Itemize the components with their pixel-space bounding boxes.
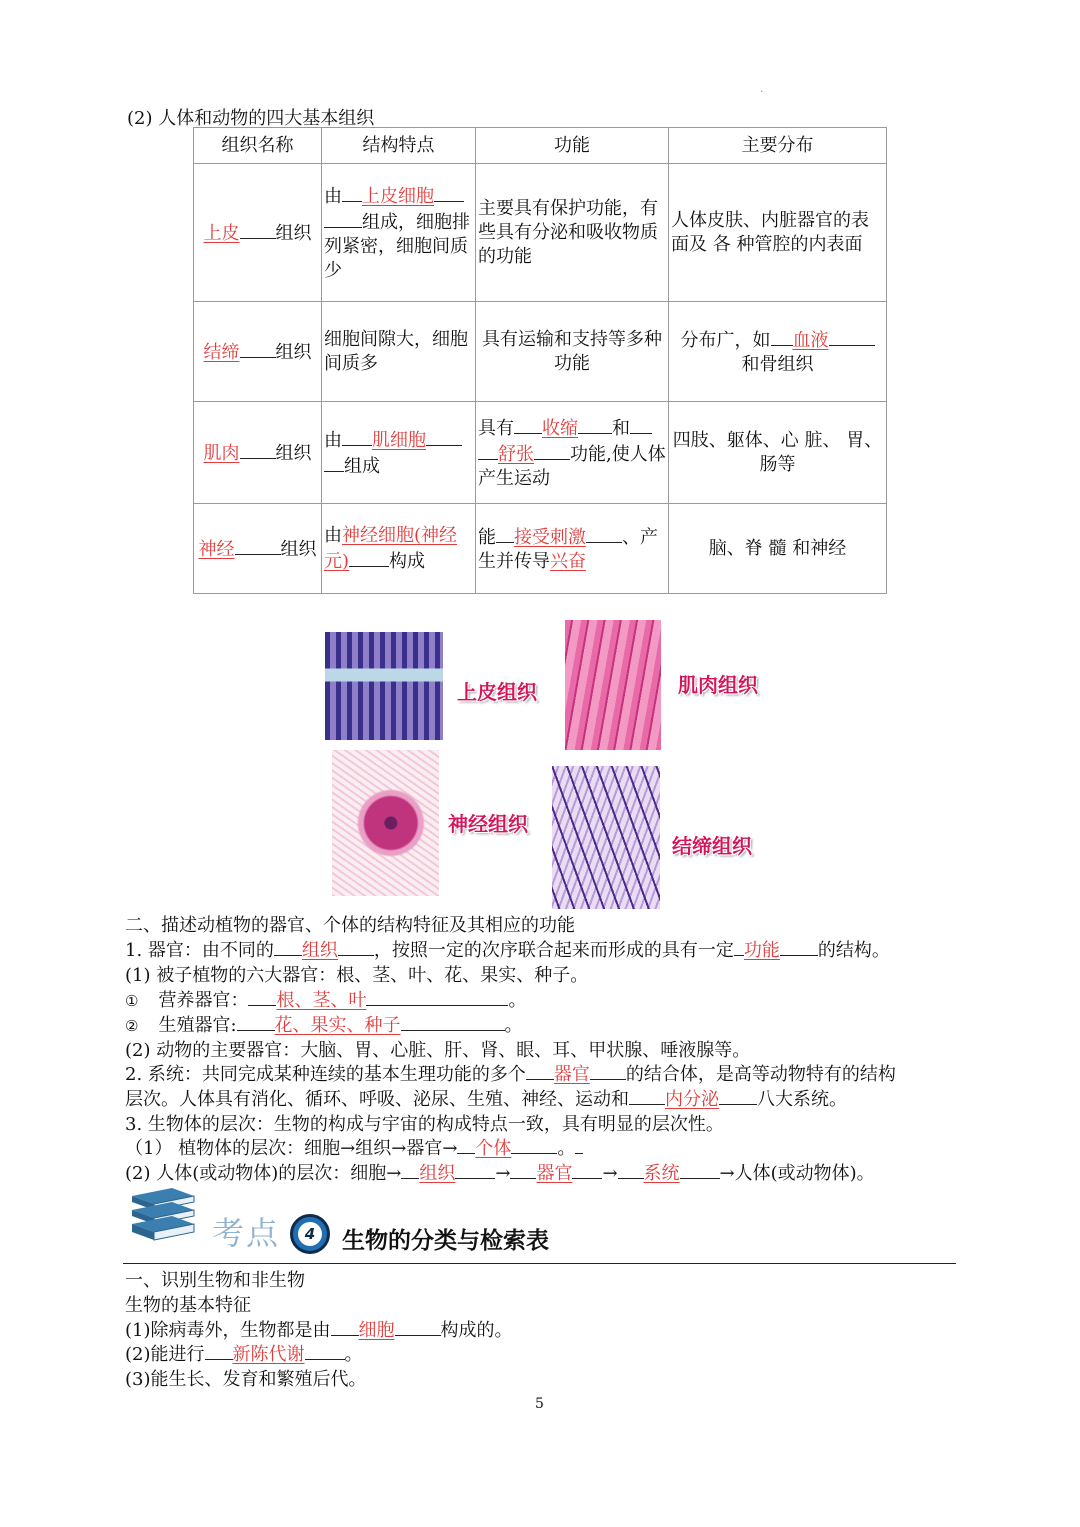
distribution-cell: 脑、脊 髓 和神经 bbox=[669, 504, 887, 594]
epithelial-tissue-image bbox=[325, 632, 443, 740]
part3-heading: 一、识别生物和非生物 bbox=[125, 1270, 305, 1291]
part2-line2: (1) 被子植物的六大器官：根、茎、叶、花、果实、种子。 bbox=[125, 965, 589, 986]
part2-line6: 2. 系统：共同完成某种连续的基本生理功能的多个 器官 的结合体，是高等动物特有的结构 bbox=[125, 1060, 896, 1086]
table-header-row bbox=[194, 128, 887, 164]
header-cell: 主要分布 bbox=[669, 128, 887, 164]
tissue-name-cell: 结缔 组织 bbox=[194, 302, 322, 402]
part2-line7: 层次。人体具有消化、循环、呼吸、泌尿、生殖、神经、运动和 内分泌 八大系统。 bbox=[125, 1085, 847, 1111]
books-icon bbox=[128, 1186, 196, 1244]
header-cell: 结构特点 bbox=[322, 128, 476, 164]
part2-line4: ② 生殖器官: 花、果实、种子 。 bbox=[125, 1011, 523, 1037]
section-title: (2) 人体和动物的四大基本组织 bbox=[127, 108, 375, 129]
connective-label: 结缔组织 bbox=[672, 834, 752, 858]
kaodian-title: 生物的分类与检索表 bbox=[342, 1228, 549, 1254]
nerve-label: 神经组织 bbox=[448, 812, 528, 836]
kaodian-word: 考点 bbox=[212, 1214, 281, 1252]
structure-cell: 由 上皮细胞 组成，细胞排列紧密，细胞间质少 bbox=[322, 164, 476, 302]
part2-heading: 二、描述动植物的器官、个体的结构特征及其相应的功能 bbox=[125, 915, 575, 936]
function-cell: 能 接受刺激 、产生并传导兴奋 bbox=[476, 504, 669, 594]
table-row bbox=[194, 302, 887, 402]
part2-line5: (2) 动物的主要器官：大脑、胃、心脏、肝、肾、眼、耳、甲状腺、唾液腺等。 bbox=[125, 1040, 751, 1061]
structure-cell: 由神经细胞(神经元) 构成 bbox=[322, 504, 476, 594]
divider-line bbox=[123, 1263, 956, 1264]
table-row bbox=[194, 402, 887, 504]
tissue-name-cell: 上皮 组织 bbox=[194, 164, 322, 302]
kaodian-number: 4 bbox=[298, 1222, 322, 1246]
muscle-tissue-image bbox=[565, 620, 661, 750]
part2-line8: 3. 生物体的层次：生物的构成与宇宙的构成特点一致，具有明显的层次性。 bbox=[125, 1114, 724, 1135]
function-cell: 主要具有保护功能，有些具有分泌和吸收物质的功能 bbox=[476, 164, 669, 302]
part3-line3: (3)能生长、发育和繁殖后代。 bbox=[125, 1369, 367, 1390]
part3-line2: (2)能进行 新陈代谢 。 bbox=[125, 1340, 363, 1366]
part3-line1: (1)除病毒外，生物都是由 细胞 构成的。 bbox=[125, 1316, 513, 1342]
function-cell: 具有 收缩 和 舒张 功能,使人体产生运动 bbox=[476, 402, 669, 504]
header-cell: 功能 bbox=[476, 128, 669, 164]
part2-line1: 1. 器官：由不同的 组织 ，按照一定的次序联合起来而形成的具有一定 功能 的结构。 bbox=[125, 936, 890, 962]
distribution-cell: 四肢、躯体、心 脏、 胃、肠等 bbox=[669, 402, 887, 504]
table-row bbox=[194, 164, 887, 302]
distribution-cell: 分布广，如 血液 和骨组织 bbox=[669, 302, 887, 402]
part2-line9: （1） 植物体的层次：细胞→组织→器官→ 个体 。 bbox=[125, 1134, 583, 1160]
structure-cell: 由 肌细胞 组成 bbox=[322, 402, 476, 504]
connective-tissue-image bbox=[552, 766, 660, 909]
tissue-table bbox=[193, 127, 887, 594]
part2-line10: (2) 人体(或动物体)的层次：细胞→ 组织 → 器官 → 系统 →人体(或动物体)。 bbox=[125, 1159, 875, 1185]
muscle-label: 肌肉组织 bbox=[678, 673, 758, 697]
distribution-cell: 人体皮肤、内脏器官的表面及 各 种管腔的内表面 bbox=[669, 164, 887, 302]
header-cell: 组织名称 bbox=[194, 128, 322, 164]
top-mark: . bbox=[760, 84, 764, 95]
tissue-name-cell: 肌肉 组织 bbox=[194, 402, 322, 504]
kaodian-number-badge bbox=[290, 1214, 330, 1254]
part3-sub: 生物的基本特征 bbox=[125, 1295, 251, 1316]
epithelial-label: 上皮组织 bbox=[457, 680, 537, 704]
page-number: 5 bbox=[535, 1396, 544, 1412]
structure-cell: 细胞间隙大，细胞间质多 bbox=[322, 302, 476, 402]
part2-line3: ① 营养器官： 根、茎、叶 。 bbox=[125, 986, 526, 1012]
function-cell: 具有运输和支持等多种功能 bbox=[476, 302, 669, 402]
nerve-tissue-image bbox=[332, 750, 439, 896]
tissue-name-cell: 神经 组织 bbox=[194, 504, 322, 594]
table-row bbox=[194, 504, 887, 594]
